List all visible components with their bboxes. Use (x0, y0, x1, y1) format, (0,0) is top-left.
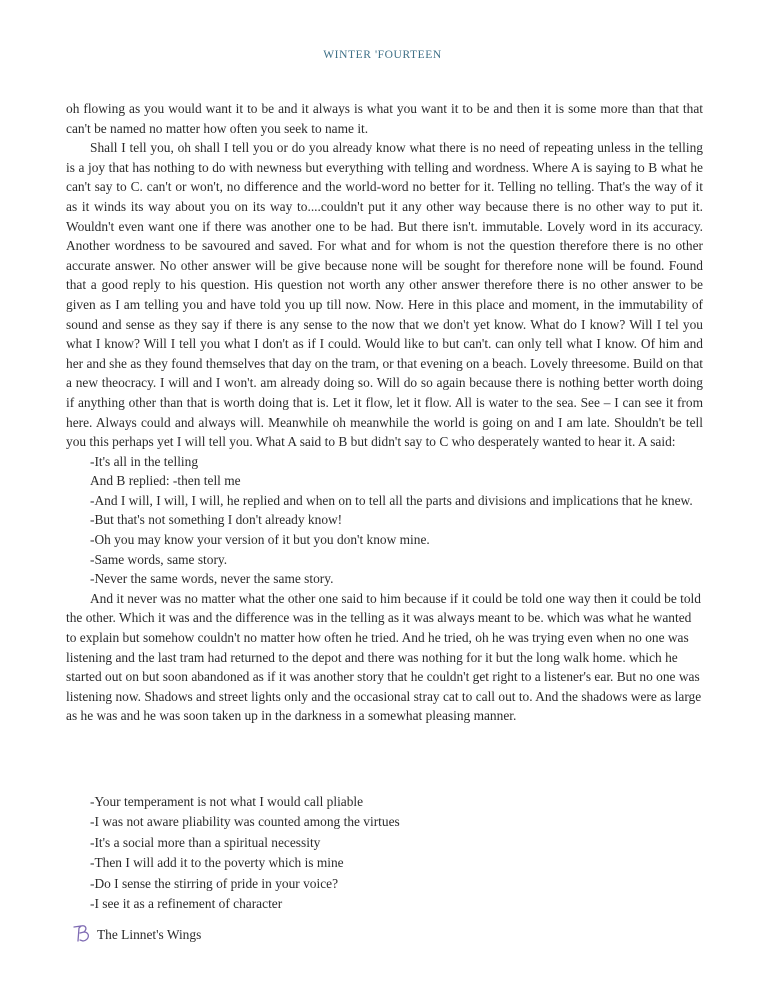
paragraph: Shall I tell you, oh shall I tell you or do you already know what there is no need of repeating unless in the telling is a joy that has nothing to do with newness but everything with telling and wordness. Where A is saying to B what he can't say to C. can't or won't, no difference and the world-word no better for it. Telling no telling. That's the way of it as it winds its way about you on its way to....couldn't put it any other way because there is no other way to put it. Wouldn't even want one if there was another one to be had. But there isn't. immutable. Lovely word in its accuracy. Another wordness to be savoured and saved. For what and for whom is not the question therefore there is no other accurate answer. No other answer will be give because none will be sought for therefore none will be found. Found that a good reply to his question. His question not worth any other answer therefore there is no other answer to be given as I am telling you and have told you up till now. Now. Here in this place and moment, in the immutability of sound and sense as they say if there is any sense to the now that we don't yet know. What do I know? Will I tel you what I know? Will I tell you what I don't as if I could. Would like to but can't. can only tell what I know. Of him and her and she as they found themselves that day on the tram, or that evening on a beach. Lovely threesome. Build on that a new theocracy. I will and I won't. am already doing so. Will do so again because there is nothing better worth doing if anything other than that is worth doing that is. Let it flow, let it flow. All is water to the sea. See – I can see it from here. Always could and always will. Meanwhile oh meanwhile the world is going on and I am late. Shouldn't be tell you this perhaps yet I will tell you. What A said to B but didn't say to C who desperately wanted to hear it. A said: (66, 140, 703, 450)
exchange-line: -I was not aware pliability was counted among the virtues (90, 814, 400, 830)
dialogue-line: -Same words, same story. (90, 551, 228, 567)
magazine-name: The Linnet's Wings (97, 927, 202, 942)
exchange-line: -Then I will add it to the poverty which is mine (90, 855, 344, 871)
running-header: WINTER 'FOURTEEN (323, 49, 442, 61)
dialogue-exchange (90, 792, 690, 914)
exchange-line: -It's a social more than a spiritual necessity (90, 834, 321, 850)
paragraph: And it never was no matter what the other one said to him because if it could be told one way then it could be told the other. Which it was and the difference was in the telling as it was always meant to be. which was what he wanted to explain but somehow couldn't no matter how often he tried. And he tried, oh he was trying even when no one was listening and the last tram had returned to the depot and there was nothing for it but the long walk home. which he started out on but soon abandoned as if it was another story that he couldn't get right to a listener's ear. But no one was listening now. Shadows and street lights only and the occasional stray cat to call out to. And the shadows were as large as he was and he was soon taken up in the darkness in a somewhat pleasing manner. (66, 590, 702, 724)
dialogue-line: -But that's not something I don't already know! (90, 512, 343, 528)
linnets-wings-logo-icon (72, 923, 94, 945)
dialogue-line: -Never the same words, never the same story. (90, 571, 334, 587)
story-text (66, 99, 703, 726)
dialogue-line: -It's all in the telling (90, 453, 199, 469)
paragraph-continuation: oh flowing as you would want it to be and it always is what you want it to be and then it is some more than that that can't be named no matter how often you seek to name it. (66, 101, 703, 136)
exchange-line: -Do I sense the stirring of pride in your voice? (90, 875, 339, 891)
exchange-line: -I see it as a refinement of character (90, 896, 283, 912)
exchange-line: -Your temperament is not what I would call pliable (90, 794, 364, 809)
page-footer (72, 923, 372, 949)
dialogue-line: And B replied: -then tell me (90, 473, 241, 489)
paragraph: -And I will, I will, I will, he replied and when on to tell all the parts and divisions and implications that he knew. (90, 492, 693, 508)
dialogue-line: -Oh you may know your version of it but you don't know mine. (90, 532, 430, 548)
